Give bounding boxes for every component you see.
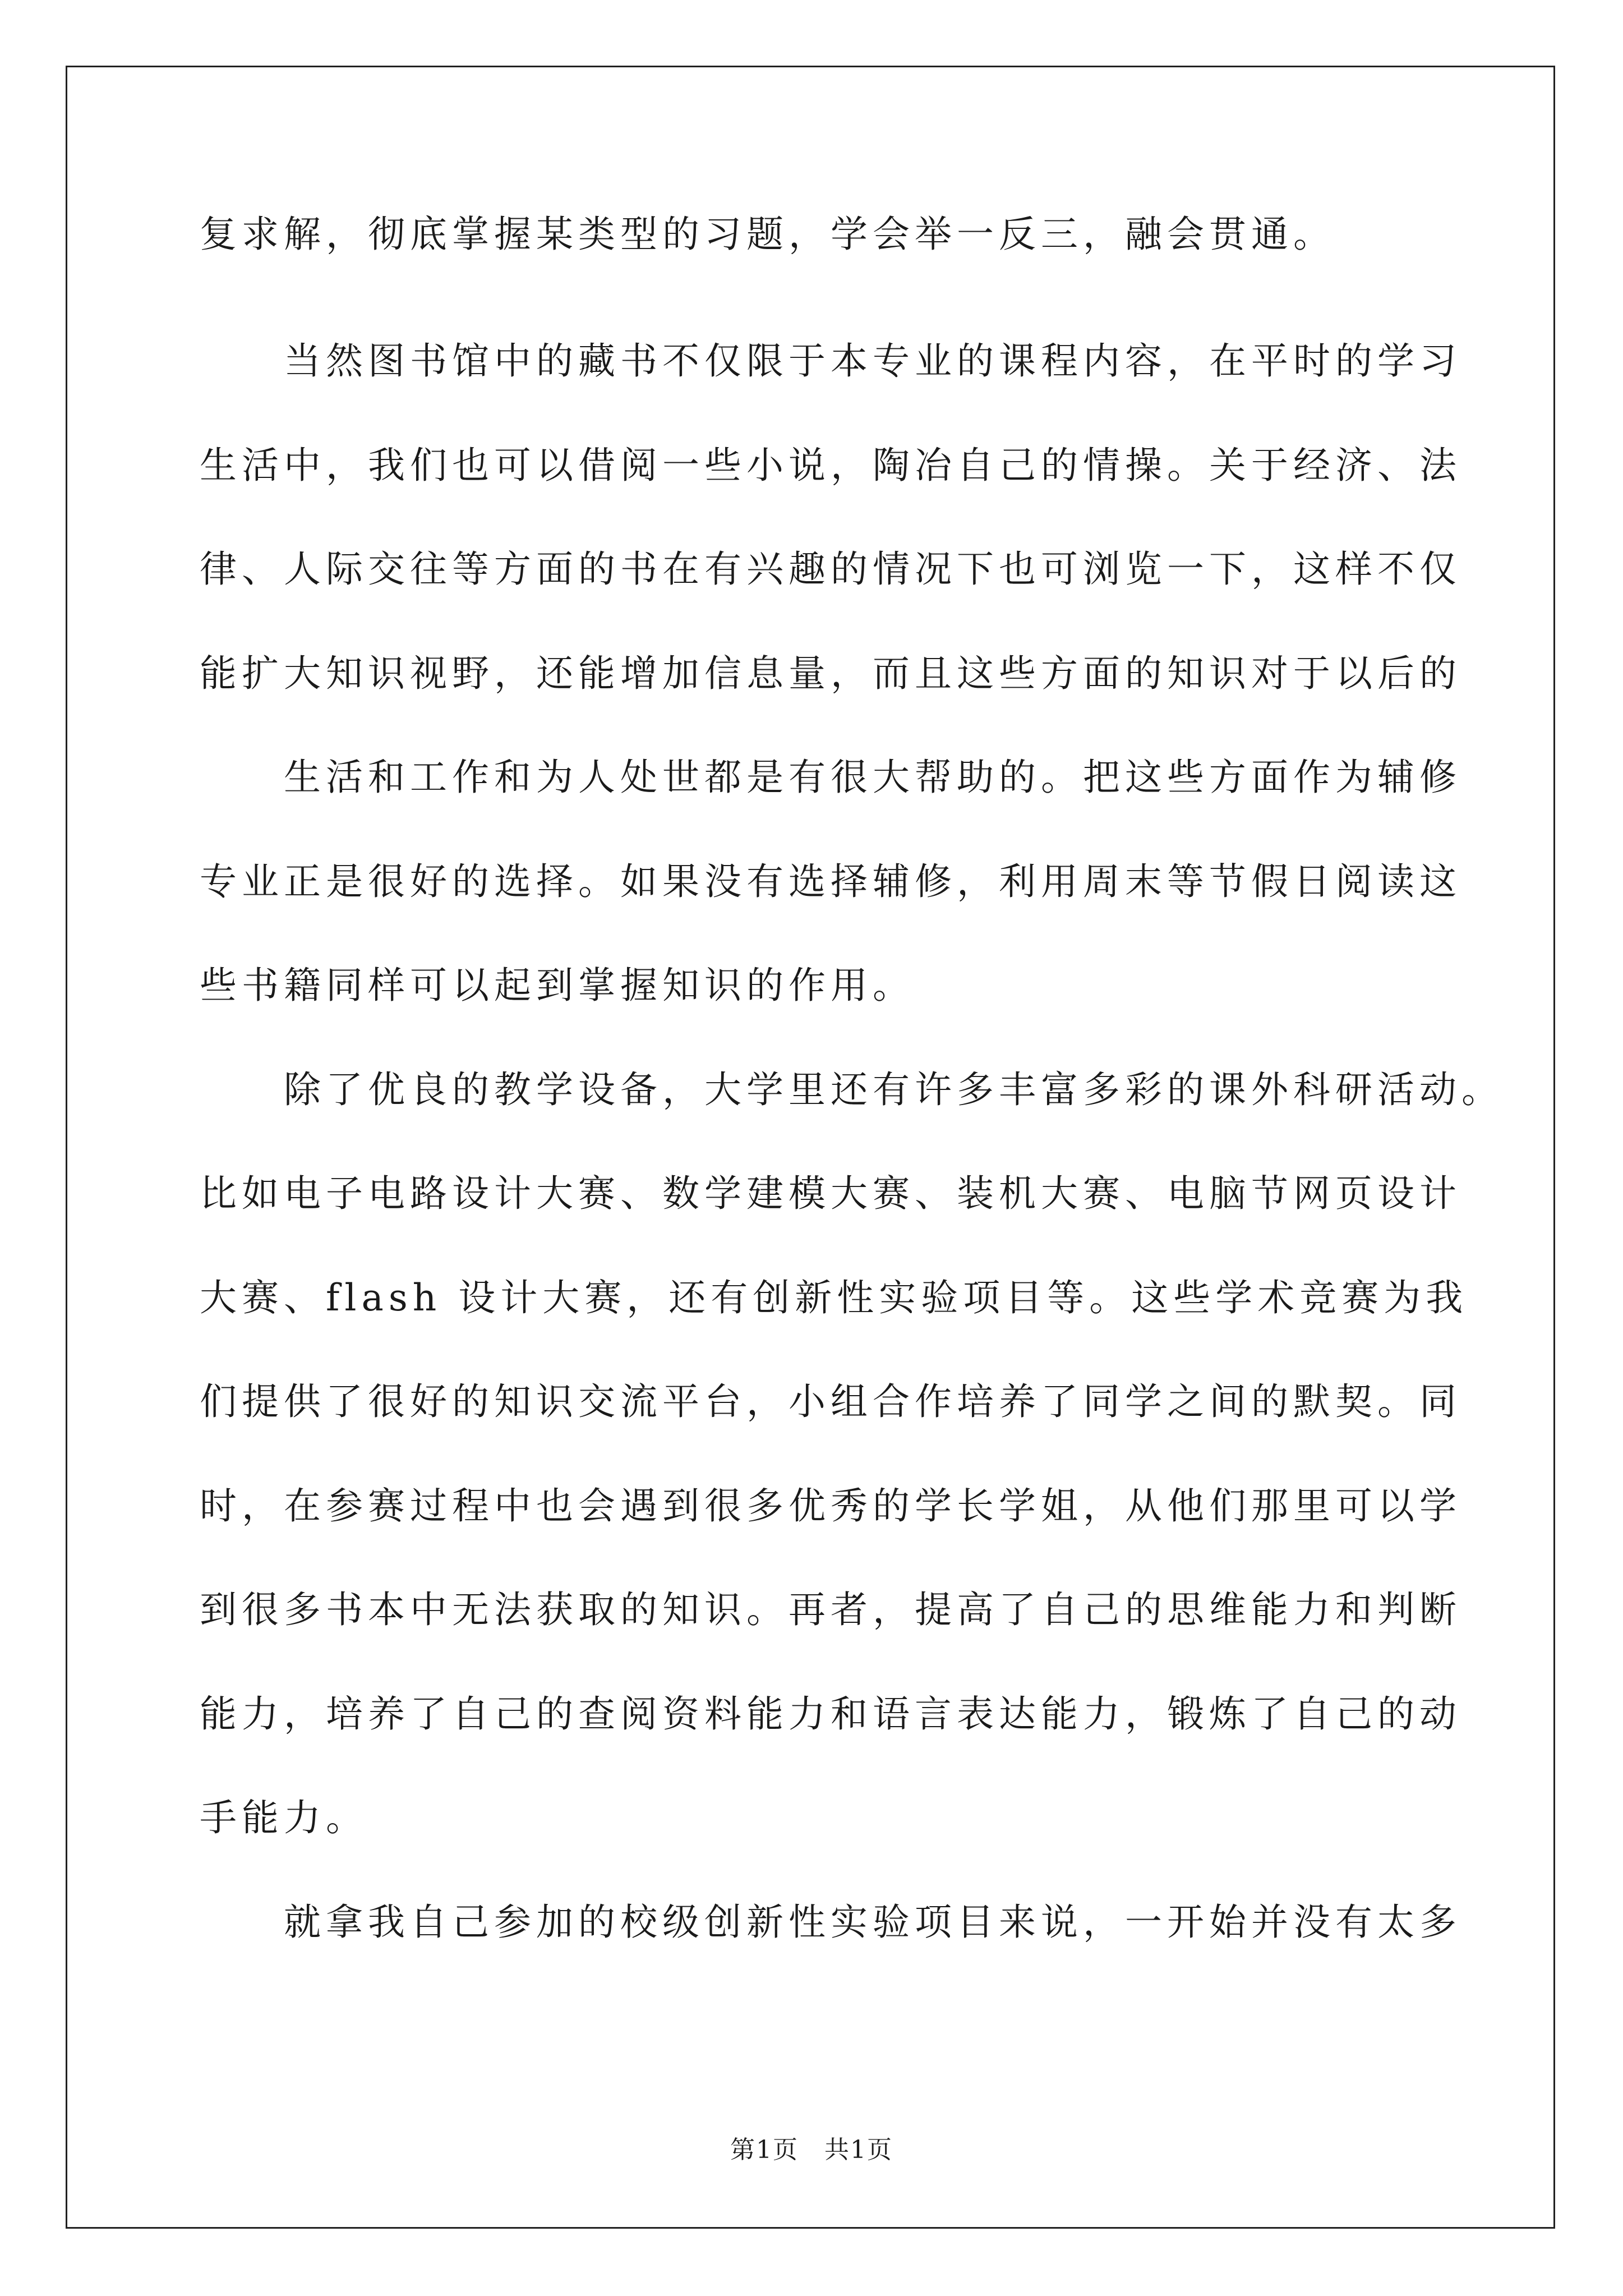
text-line: 时，在参赛过程中也会遇到很多优秀的学长学姐，从他们那里可以学 bbox=[200, 1484, 1461, 1527]
text-line: 除了优良的教学设备，大学里还有许多丰富多彩的课外科研活动。 bbox=[200, 1068, 1504, 1111]
page-number-footer: 第1页 共1页 bbox=[730, 2136, 893, 2164]
text-line: 能扩大知识视野，还能增加信息量，而且这些方面的知识对于以后的 bbox=[200, 652, 1461, 695]
text-line: 复求解，彻底掌握某类型的习题，学会举一反三，融会贯通。 bbox=[200, 213, 1335, 256]
text-line: 能力，培养了自己的查阅资料能力和语言表达能力，锻炼了自己的动 bbox=[200, 1692, 1461, 1736]
text-line: 大赛、flash 设计大赛，还有创新性实验项目等。这些学术竞赛为我 bbox=[200, 1276, 1468, 1319]
text-line: 生活中，我们也可以借阅一些小说，陶冶自己的情操。关于经济、法 bbox=[200, 444, 1461, 487]
text-line: 手能力。 bbox=[200, 1796, 368, 1839]
text-line: 生活和工作和为人处世都是有很大帮助的。把这些方面作为辅修 bbox=[200, 756, 1461, 799]
text-line: 到很多书本中无法获取的知识。再者，提高了自己的思维能力和判断 bbox=[200, 1588, 1461, 1631]
text-line: 们提供了很好的知识交流平台，小组合作培养了同学之间的默契。同 bbox=[200, 1380, 1461, 1423]
text-line: 就拿我自己参加的校级创新性实验项目来说，一开始并没有太多 bbox=[200, 1901, 1461, 1944]
text-line: 律、人际交往等方面的书在有兴趣的情况下也可浏览一下，这样不仅 bbox=[200, 547, 1461, 591]
text-line: 些书籍同样可以起到掌握知识的作用。 bbox=[200, 964, 915, 1007]
text-line: 当然图书馆中的藏书不仅限于本专业的课程内容，在平时的学习 bbox=[200, 339, 1461, 383]
text-line: 专业正是很好的选择。如果没有选择辅修，利用周末等节假日阅读这 bbox=[200, 860, 1461, 903]
text-line: 比如电子电路设计大赛、数学建模大赛、装机大赛、电脑节网页设计 bbox=[200, 1172, 1461, 1215]
